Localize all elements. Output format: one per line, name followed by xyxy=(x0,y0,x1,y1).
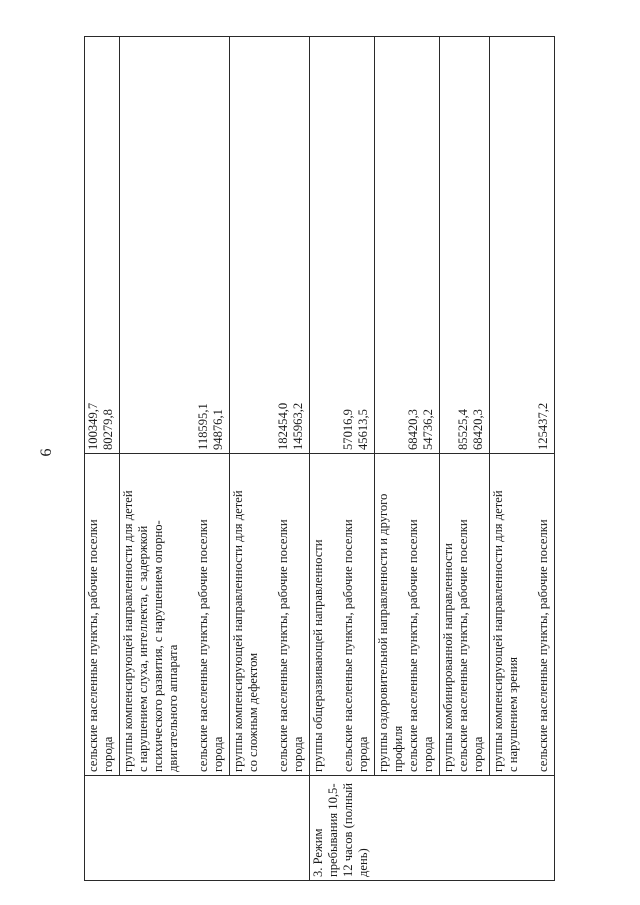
mode-label: 3. Режим пребывания 10,5-12 часов (полный день) xyxy=(311,783,370,877)
group-line: города xyxy=(291,736,305,772)
spacer xyxy=(181,40,196,450)
group-line: двигательного аппарата xyxy=(166,644,180,772)
table-row xyxy=(375,37,440,881)
group-cell xyxy=(120,454,230,776)
group-line: сельские населенные пункты, рабочие поселки xyxy=(456,519,470,772)
spacer xyxy=(246,40,261,450)
value-cell xyxy=(85,37,120,454)
group-line: группы оздоровительной направленности и другого xyxy=(376,493,390,772)
value: 54736,2 xyxy=(421,409,435,450)
group-line: психического развития, с нарушением опорно- xyxy=(151,520,165,772)
value: 68420,3 xyxy=(471,409,485,450)
value-cell xyxy=(490,37,555,454)
spacer xyxy=(491,40,506,450)
group-line: группы компенсирующей направленности для детей xyxy=(231,490,245,772)
spacer xyxy=(136,40,151,450)
group-cell xyxy=(440,454,490,776)
group-cell xyxy=(310,454,375,776)
mode-cell xyxy=(85,776,310,881)
value-cell xyxy=(310,37,375,454)
group-line: с нарушением зрения xyxy=(506,656,520,772)
spacer xyxy=(231,40,246,450)
group-line: со сложным дефектом xyxy=(246,652,260,772)
group-line: города xyxy=(101,736,115,772)
spacer xyxy=(326,40,341,450)
group-cell xyxy=(490,454,555,776)
group-line: города xyxy=(211,736,225,772)
spacer xyxy=(261,457,276,772)
group-line: группы комбинированной направленности xyxy=(441,543,455,772)
value: 125437,2 xyxy=(536,402,550,450)
value: 118595,1 xyxy=(196,403,210,450)
value-cell xyxy=(120,37,230,454)
spacer xyxy=(521,40,536,450)
group-line: с нарушением слуха, интеллекта, с задержкой xyxy=(136,525,150,772)
group-line: группы компенсирующей направленности для детей xyxy=(491,490,505,772)
mode-cell xyxy=(310,776,555,881)
spacer xyxy=(261,40,276,450)
spacer xyxy=(121,40,136,450)
spacer xyxy=(506,40,521,450)
value: 57016,9 xyxy=(341,409,355,450)
group-cell xyxy=(85,454,120,776)
value: 145963,2 xyxy=(291,402,305,450)
value: 45613,5 xyxy=(356,409,370,450)
group-line: группы компенсирующей направленности для детей xyxy=(121,490,135,772)
group-line: сельские населенные пункты, рабочие поселки xyxy=(406,519,420,772)
group-line: сельские населенные пункты, рабочие поселки xyxy=(341,519,355,772)
spacer xyxy=(376,40,391,450)
value-cell xyxy=(440,37,490,454)
spacer xyxy=(521,457,536,772)
table-row xyxy=(310,37,375,881)
spacer xyxy=(311,40,326,450)
value-cell xyxy=(375,37,440,454)
spacer xyxy=(391,40,406,450)
table-row xyxy=(230,37,310,881)
spacer xyxy=(181,457,196,772)
table-row xyxy=(440,37,490,881)
value: 80279,8 xyxy=(101,409,115,450)
group-cell xyxy=(230,454,310,776)
group-line: сельские населенные пункты, рабочие поселки xyxy=(196,519,210,772)
group-line: города xyxy=(471,736,485,772)
group-cell xyxy=(375,454,440,776)
value-cell xyxy=(230,37,310,454)
spacer xyxy=(166,40,181,450)
group-line: города xyxy=(356,736,370,772)
value: 68420,3 xyxy=(406,409,420,450)
spacer xyxy=(151,40,166,450)
table-row xyxy=(85,37,120,881)
tariff-table xyxy=(84,36,555,881)
spacer xyxy=(441,40,456,450)
group-line: сельские населенные пункты, рабочие поселки xyxy=(276,519,290,772)
page-number: 6 xyxy=(38,448,55,457)
group-line: сельские населенные пункты, рабочие поселки xyxy=(86,519,100,772)
table-row xyxy=(490,37,555,881)
group-line: профиля xyxy=(391,725,405,772)
group-line: группы общеразвивающей направленности xyxy=(311,539,325,772)
group-line: города xyxy=(421,736,435,772)
value: 94876,1 xyxy=(211,409,225,450)
spacer xyxy=(326,457,341,772)
value: 182454,0 xyxy=(276,402,290,450)
value: 85525,4 xyxy=(456,409,470,450)
table-row xyxy=(120,37,230,881)
group-line: сельские населенные пункты, рабочие поселки xyxy=(536,519,550,772)
value: 100349,7 xyxy=(86,402,100,450)
